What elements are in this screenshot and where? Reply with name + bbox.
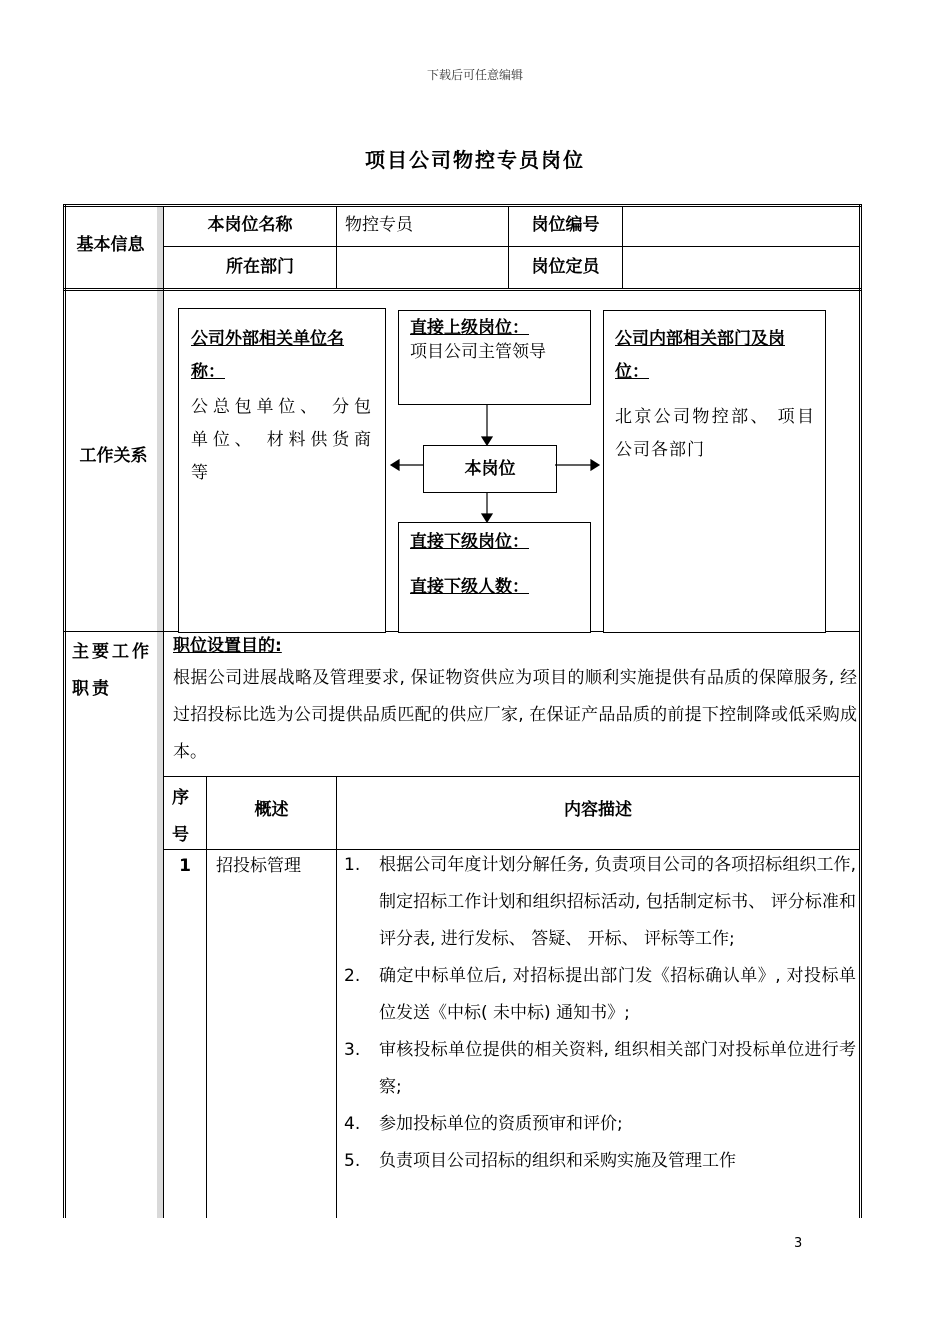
- duty-item: [344, 1106, 856, 1143]
- duty-row-no: 1: [179, 856, 191, 876]
- duty-item-text: 审核投标单位提供的相关资料, 组织相关部门对投标单位进行考察;: [379, 1040, 856, 1097]
- column-header-description: 内容描述: [564, 800, 632, 820]
- column-header-no: 序号: [172, 788, 189, 845]
- duty-item: [344, 1032, 856, 1106]
- duties-header-top: [163, 776, 860, 777]
- internal-depts-body: 北京公司物控部、 项目公司各部门: [615, 407, 815, 460]
- column-header-summary: 概述: [254, 800, 289, 820]
- subordinate-count-label: 直接下级人数：: [410, 577, 529, 597]
- superior-post-title: 直接上级岗位：: [410, 318, 529, 338]
- post-code-label: 岗位编号: [531, 215, 600, 235]
- duties-col-2: [336, 776, 337, 1218]
- page-number: 3: [794, 1236, 803, 1251]
- internal-depts-box: [603, 310, 826, 633]
- arrowhead-down-2: [482, 514, 492, 522]
- basic-info-section-label: 基本信息: [76, 235, 145, 255]
- subordinate-post-box: [398, 522, 591, 633]
- header-note: 下载后可任意编辑: [426, 68, 523, 82]
- duty-item: [344, 958, 856, 1032]
- external-units-body: 公总包单位、 分包单位、 材料供货商等: [191, 397, 375, 483]
- table-left-border: [63, 204, 66, 1218]
- duty-row-summary: 招投标管理: [216, 856, 301, 876]
- duty-item-number: 2.: [344, 966, 361, 986]
- external-units-box: [178, 308, 386, 633]
- duty-item-number: 4.: [344, 1114, 361, 1134]
- duty-item: [344, 1143, 856, 1180]
- duty-item-number: 1.: [344, 855, 361, 875]
- purpose-title: 职位设置目的:: [173, 636, 282, 656]
- internal-depts-title: 公司内部相关部门及岗位：: [615, 329, 785, 382]
- basic-info-mid-line: [163, 246, 860, 247]
- this-post-box: [423, 445, 557, 493]
- duty-item-text: 根据公司年度计划分解任务, 负责项目公司的各项招标组织工作, 制定招标工作计划和组织招标活动, 包括制定标书、 评分标准和评分表, 进行发标、 答疑、 开标、 评标等工作;: [379, 855, 856, 949]
- duty-item-text: 负责项目公司招标的组织和采购实施及管理工作: [379, 1151, 736, 1171]
- duties-col-1: [206, 776, 207, 1218]
- basic-info-bottom-line: [63, 288, 862, 291]
- headcount-label: 岗位定员: [531, 257, 600, 277]
- duty-item: [344, 847, 856, 958]
- duty-item-number: 5.: [344, 1151, 361, 1171]
- section-column-divider: [163, 206, 164, 1218]
- purpose-text: 根据公司进展战略及管理要求, 保证物资供应为项目的顺利实施提供有品质的保障服务, 经过招投标比选为公司提供品质匹配的供应厂家, 在保证产品品质的前提下控制降或低采购成本。: [173, 668, 857, 762]
- arrowhead-left: [391, 460, 399, 470]
- document-title: 项目公司物控专员岗位: [365, 148, 585, 172]
- duties-section-label: 主要工作职责: [72, 642, 152, 699]
- arrowhead-right: [591, 460, 599, 470]
- duty-item-number: 3.: [344, 1040, 361, 1060]
- table-top-border: [63, 204, 862, 207]
- table-right-border: [859, 204, 862, 1218]
- post-name-label: 本岗位名称: [207, 215, 293, 235]
- this-post-label: 本岗位: [464, 459, 516, 479]
- post-name-value: 物控专员: [345, 215, 413, 235]
- duty-item-text: 确定中标单位后, 对招标提出部门发《招标确认单》, 对投标单位发送《中标( 未中标) 通知书》;: [379, 966, 856, 1023]
- duty-item-text: 参加投标单位的资质预审和评价;: [379, 1114, 623, 1134]
- external-units-title: 公司外部相关单位名称：: [191, 329, 344, 382]
- work-relations-section-label: 工作关系: [79, 446, 148, 466]
- duty-items-list: [344, 847, 856, 1180]
- arrowhead-down-1: [482, 437, 492, 445]
- superior-post-body: 项目公司主管领导: [410, 342, 546, 362]
- department-label: 所在部门: [226, 257, 294, 277]
- subordinate-post-title: 直接下级岗位：: [410, 532, 529, 552]
- basic-col-3: [622, 206, 623, 288]
- superior-post-box: [398, 310, 591, 405]
